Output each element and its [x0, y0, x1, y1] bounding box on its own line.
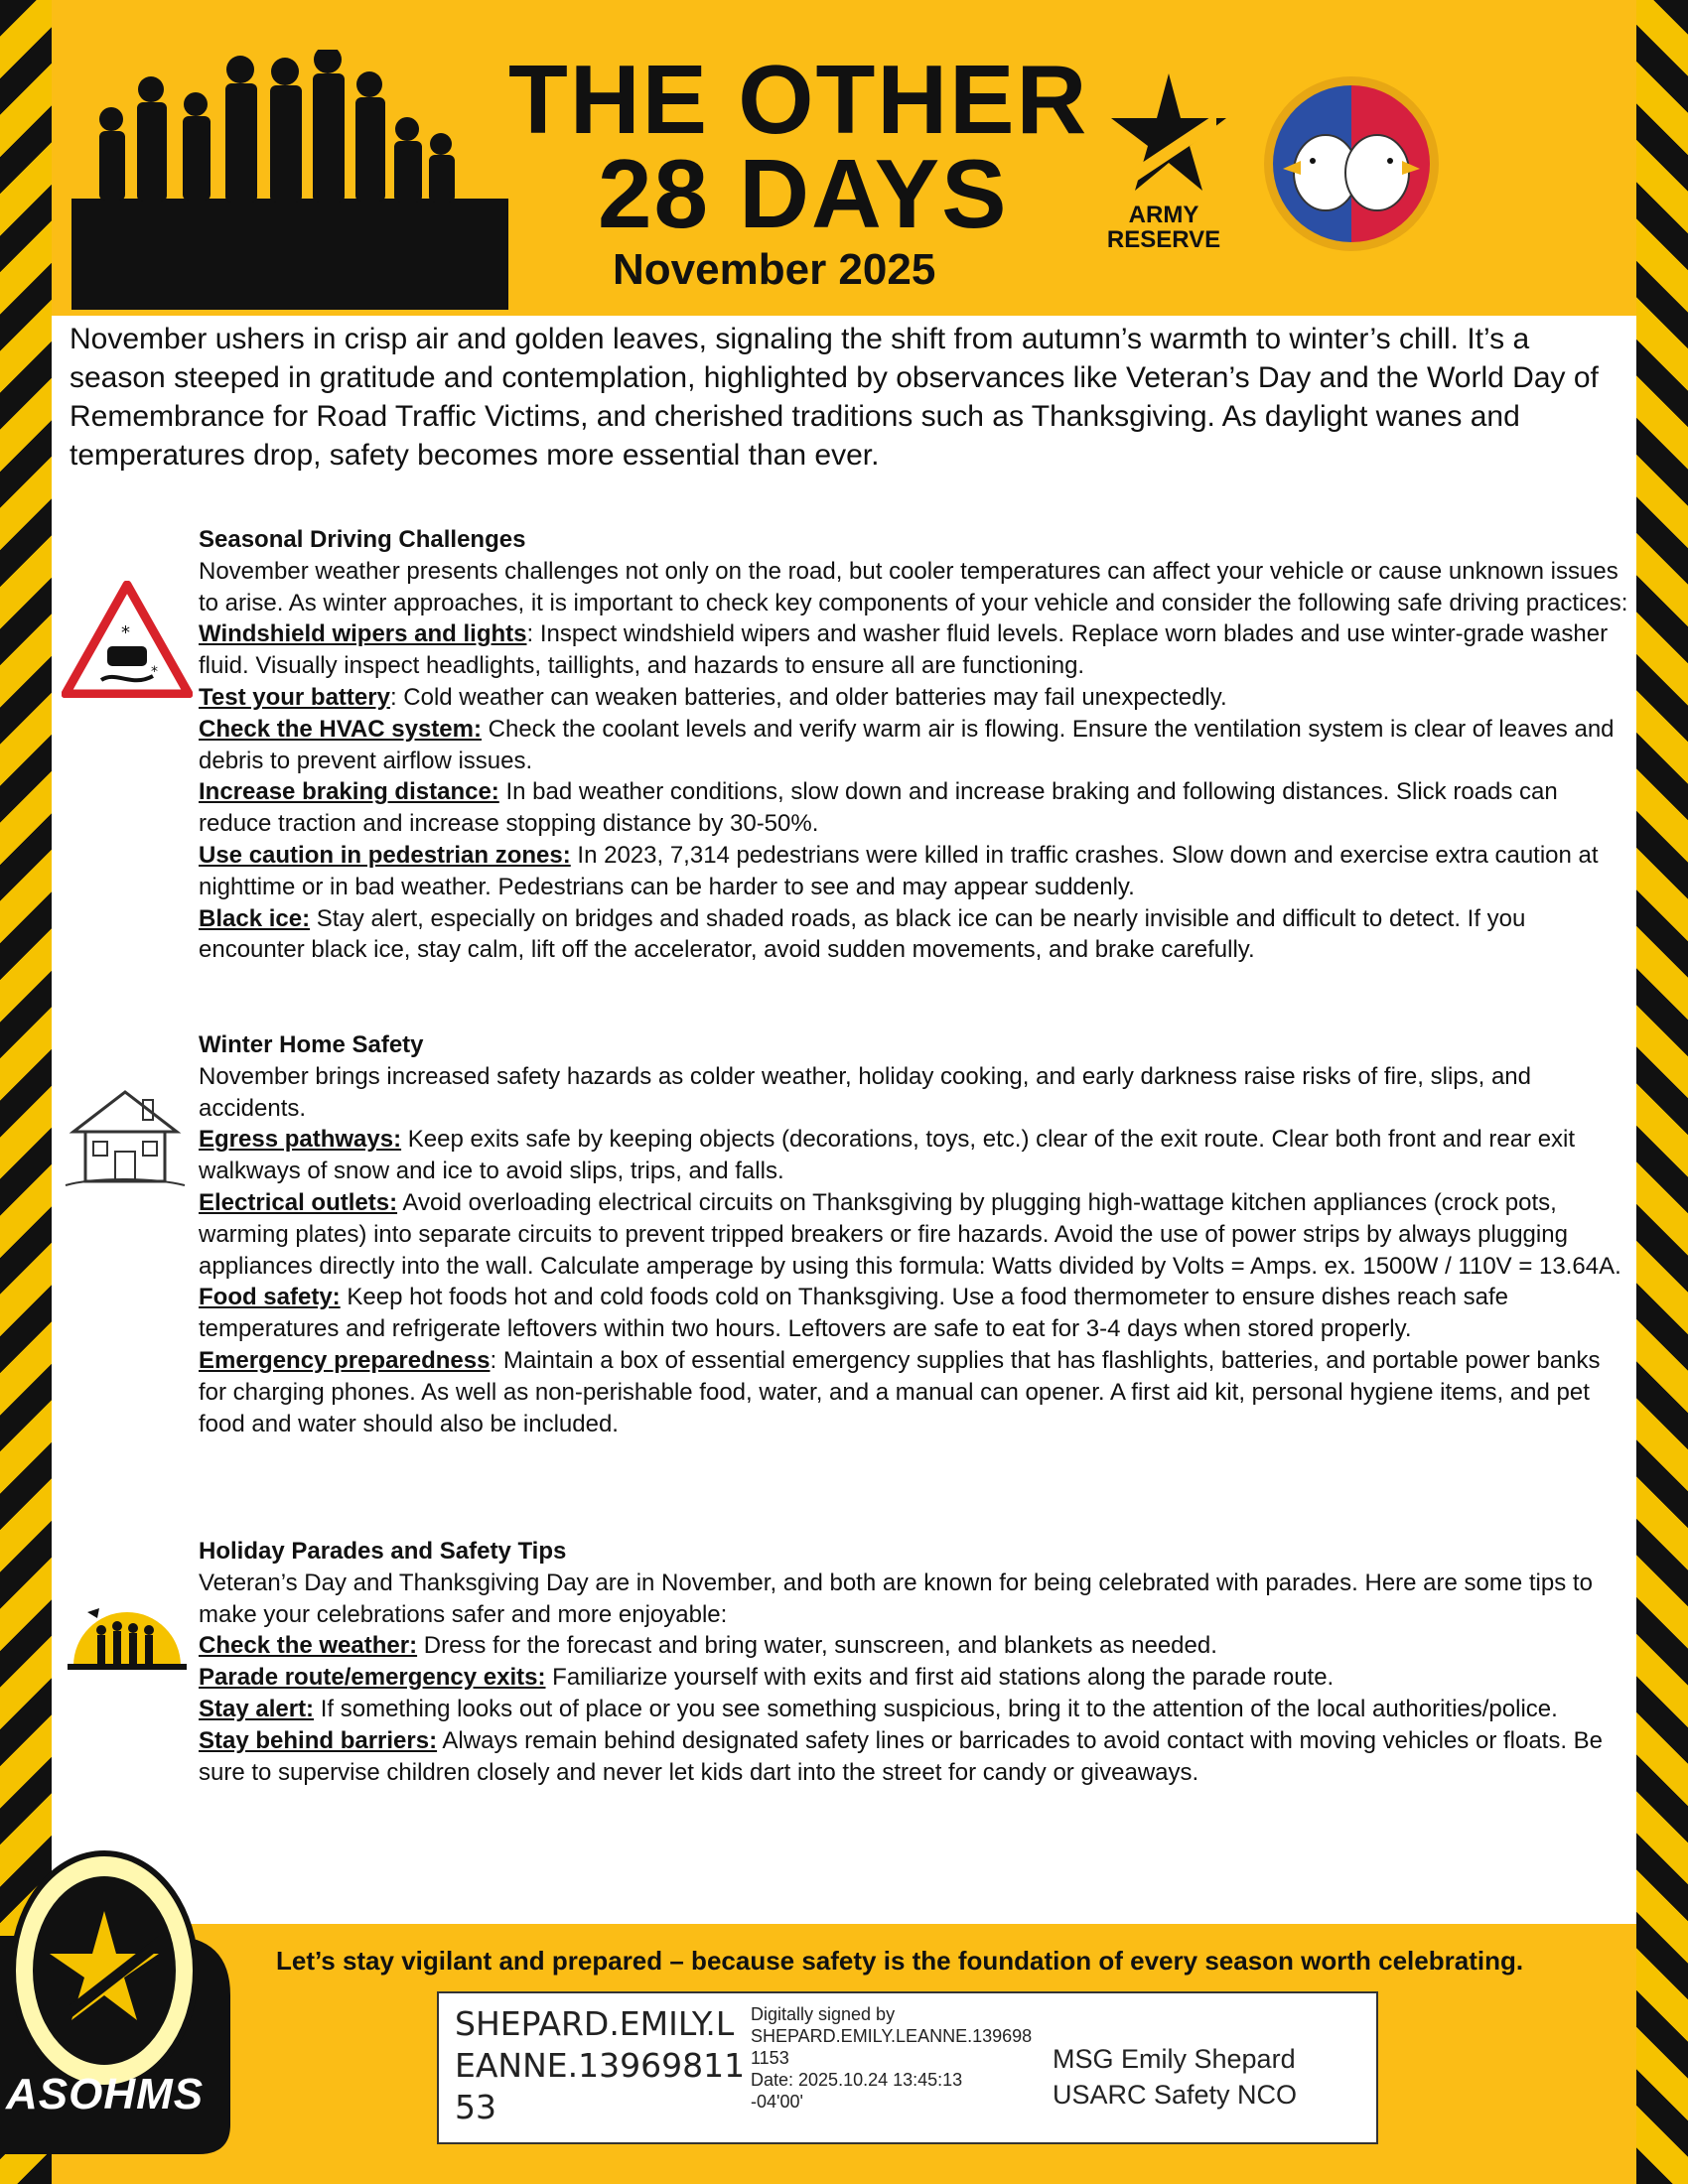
issue-month: November 2025 [613, 245, 936, 294]
list-item: Test your battery: Cold weather can weaken batteries, and older batteries may fail unexpectedly. [199, 683, 1227, 711]
section-holiday-parades [199, 1536, 1628, 1788]
section-title: Seasonal Driving Challenges [199, 526, 526, 553]
list-item: Electrical outlets: Avoid overloading electrical circuits on Thanksgiving by plugging high-wattage kitchen appliances (crock pots, warming plates) into separate circuits to prevent tripped breakers or fire hazards. Avoid the use of power strips by always plugging appliances directly into the wall. Calculate amperage by using this formula: Watts divided by Volts = Amps. ex. 1500W / 110V = 13.64A. [199, 1188, 1621, 1280]
army-reserve-label: ARMY RESERVE [1106, 202, 1221, 253]
hazard-stripe-right [1636, 0, 1688, 2184]
section-lead: November brings increased safety hazards as colder weather, holiday cooking, and early darkness raise risks of fire, slips, and accidents. [199, 1062, 1531, 1122]
list-item: Black ice: Stay alert, especially on bridges and shaded roads, as black ice can be nearly invisible and difficult to detect. If you encounter black ice, stay calm, lift off the accelerator, avoid sudden movements, and brake carefully. [199, 904, 1526, 964]
slippery-road-warning-icon [62, 581, 193, 698]
asohms-logo-icon [0, 1827, 230, 2184]
list-item: Stay alert: If something looks out of place or you see something suspicious, bring it to the attention of the local authorities/police. [199, 1695, 1558, 1722]
soldiers-silhouette-icon [71, 50, 508, 310]
svg-text:*: * [151, 664, 158, 680]
list-item: Parade route/emergency exits: Familiarize yourself with exits and first aid stations along the parade route. [199, 1664, 1335, 1692]
signature-name-block: SHEPARD.EMILY.LEANNE.1396981153 [455, 2004, 746, 2126]
closing-statement: Let’s stay vigilant and prepared – because safety is the foundation of every season worth celebrating. [276, 1946, 1524, 1976]
signer-block [1053, 2041, 1297, 2113]
list-item: Use caution in pedestrian zones: In 2023, 7,314 pedestrians were killed in traffic crashes. Slow down and exercise extra caution at nighttime or in bad weather. Pedestrians can be harder to see and may appear suddenly. [199, 841, 1599, 900]
list-item: Egress pathways: Keep exits safe by keeping objects (decorations, toys, etc.) clear of the exit route. Clear both front and rear exit walkways of snow and ice to avoid slips, trips, and falls. [199, 1126, 1576, 1185]
signer-name: MSG Emily Shepard [1053, 2044, 1296, 2074]
signature-details: Digitally signed by SHEPARD.EMILY.LEANNE.1396981153 Date: 2025.10.24 13:45:13 -04'00' [751, 2004, 1033, 2112]
section-lead: November weather presents challenges not only on the road, but cooler temperatures can affect your vehicle or cause unknown issues to arise. As winter approaches, it is important to check key components of your vehicle and consider the following safe driving practices: [199, 557, 1628, 616]
title-line-2: 28 DAYS [598, 139, 1009, 248]
list-item: Check the weather: Dress for the forecast and bring water, sunscreen, and blankets as needed. [199, 1632, 1217, 1660]
signer-title: USARC Safety NCO [1053, 2080, 1298, 2110]
list-item: Windshield wipers and lights: Inspect windshield wipers and washer fluid levels. Replace worn blades and use winter-grade washer fluid. Visually inspect headlights, taillights, and hazards to ensure all are functioning. [199, 620, 1609, 680]
eagle-seal-icon [1261, 73, 1442, 254]
list-item: Food safety: Keep hot foods hot and cold foods cold on Thanksgiving. Use a food thermometer to ensure dishes reach safe temperatures and refrigerate leftovers within two hours. Leftovers are safe to eat for 3-4 days when stored properly. [199, 1284, 1508, 1343]
snowy-house-icon [64, 1082, 187, 1191]
section-title: Holiday Parades and Safety Tips [199, 1538, 567, 1565]
parade-marchers-icon [64, 1594, 191, 1674]
title-line-1: THE OTHER [508, 45, 1089, 154]
asohms-logo-text: ASOHMS [6, 2070, 205, 2118]
section-seasonal-driving [199, 524, 1628, 966]
section-title: Winter Home Safety [199, 1031, 424, 1058]
section-lead: Veteran’s Day and Thanksgiving Day are in November, and both are known for being celebrated with parades. Here are some tips to make your celebrations safer and more enjoyable: [199, 1569, 1593, 1628]
list-item: Stay behind barriers: Always remain behind designated safety lines or barricades to avoid contact with moving vehicles or floats. Be sure to supervise children closely and never let kids dart into the street for candy or giveaways. [199, 1726, 1604, 1786]
list-item: Emergency preparedness: Maintain a box of essential emergency supplies that has flashlights, batteries, and portable power banks for charging phones. As well as non-perishable food, water, and a manual can opener. A first aid kit, personal hygiene items, and pet food and water should also be included. [199, 1346, 1601, 1437]
army-reserve-star-icon [1107, 73, 1226, 201]
list-item: Check the HVAC system: Check the coolant levels and verify warm air is flowing. Ensure the ventilation system is clear of leaves and debris to prevent airflow issues. [199, 715, 1615, 774]
section-winter-home-safety [199, 1029, 1628, 1439]
intro-paragraph: November ushers in crisp air and golden leaves, signaling the shift from autumn’s warmth to winter’s chill. It’s a season steeped in gratitude and contemplation, highlighted by observances like Veteran’s Day and the World Day of Remembrance for Road Traffic Victims, and cherished traditions such as Thanksgiving. As daylight wanes and temperatures drop, safety becomes more essential than ever. [70, 323, 1599, 472]
list-item: Increase braking distance: In bad weather conditions, slow down and increase braking and following distances. Slick roads can reduce traction and increase stopping distance by 30-50%. [199, 778, 1558, 838]
digital-signature-box[interactable] [437, 1991, 1378, 2144]
svg-text:*: * [121, 622, 130, 643]
